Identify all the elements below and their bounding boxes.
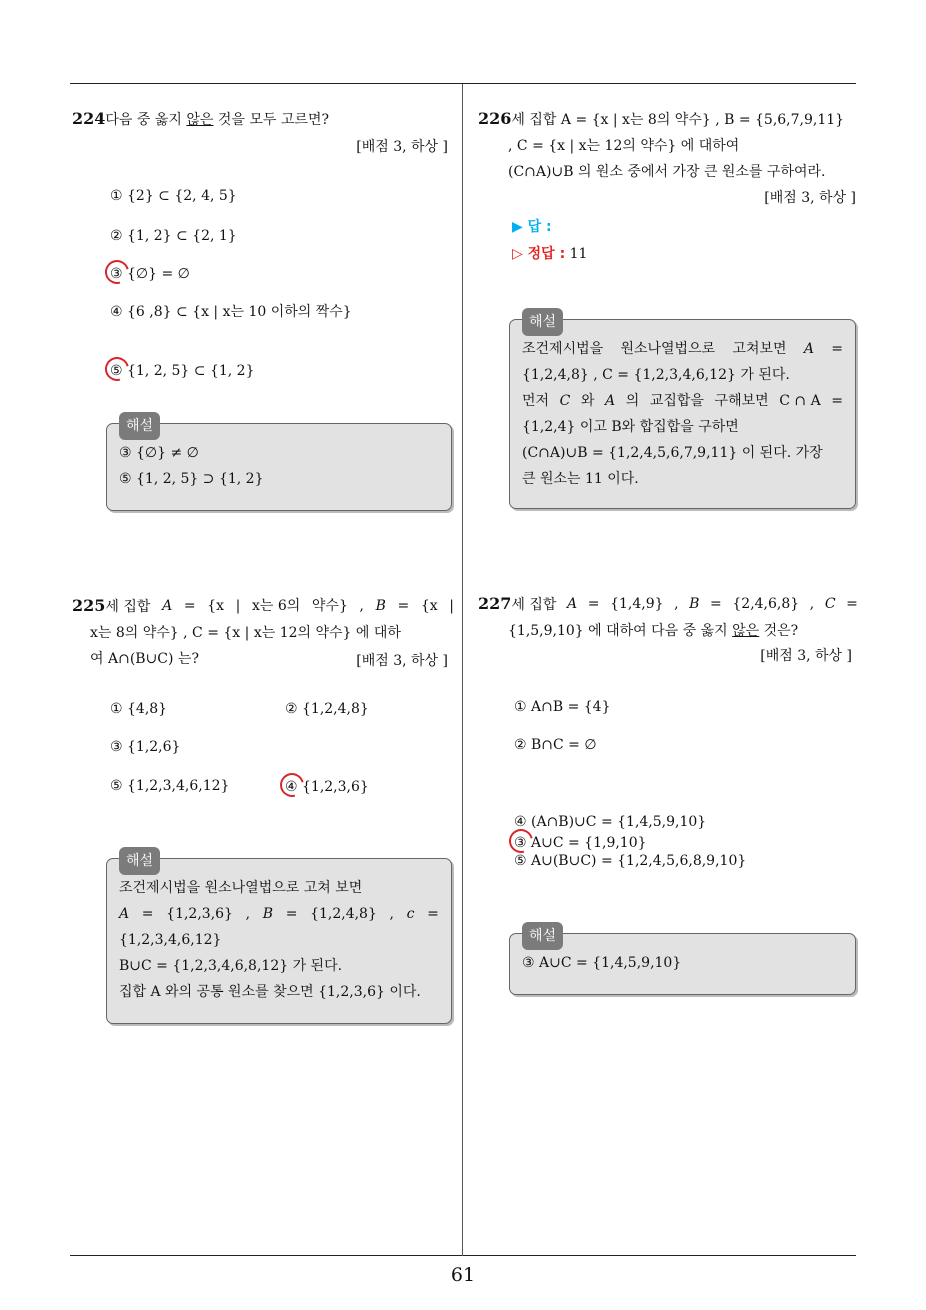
- explanation-tag: 해설: [522, 308, 563, 336]
- option-5: ⑤ {1,2,3,4,6,12}: [110, 778, 230, 794]
- question-number: 227: [478, 594, 512, 613]
- column-divider: [462, 84, 463, 1256]
- option-3: ③ {∅} = ∅: [110, 264, 926, 284]
- question-number: 224: [72, 109, 106, 128]
- option-2: ② B∩C = ∅: [514, 737, 597, 753]
- answer-mark-circle: [276, 769, 309, 802]
- option-4: ④ {1,2,3,6}: [285, 777, 926, 797]
- option-3: ③ {1,2,6}: [110, 739, 181, 755]
- explanation-box: 해설 ③ {∅} ≠ ∅ ⑤ {1, 2, 5} ⊃ {1, 2}: [106, 423, 452, 511]
- option-3: ③ A∪C = {1,9,10}: [514, 833, 926, 853]
- explanation-box: 해설 조건제시법을 원소나열법으로 고쳐보면 A = {1,2,4,8} , C = {1,2,3,4,6,12} 가 된다. 먼저 C 와 A 의 교집합을 구해보면 C ∩ A = {1,2,4} 이고 B와 합집합을 구하면 (C∩A)∪B = {1,2,4,5,6,7,9,11} 이 된다. 가장 큰 원소는 11 이다.: [509, 319, 856, 509]
- question-number: 225: [72, 596, 106, 615]
- score-label: [배점 3, 하상 ]: [760, 648, 852, 664]
- option-1: ① A∩B = {4}: [514, 699, 611, 715]
- explanation-tag: 해설: [119, 847, 160, 875]
- explanation-tag: 해설: [522, 922, 563, 950]
- score-label: [배점 3, 하상 ]: [764, 190, 856, 206]
- option-2: ② {1, 2} ⊂ {2, 1}: [110, 228, 237, 244]
- option-1: ① {4,8}: [110, 701, 168, 717]
- answer-mark-circle: [101, 353, 134, 386]
- option-2: ② {1,2,4,8}: [285, 701, 369, 717]
- correct-answer: ▷ 정답 : 11: [512, 246, 588, 262]
- question-225: 225세 집합 A = {x | x는 6의 약수} , B = {x | x는 8의 약수} , C = {x | x는 12의 약수} 에 대하 여 A∩(B∪C) 는?: [72, 596, 454, 667]
- option-4: ④ {6 ,8} ⊂ {x | x는 10 이하의 짝수}: [110, 304, 352, 320]
- option-4: ④ (A∩B)∪C = {1,4,5,9,10}: [514, 814, 707, 830]
- explanation-tag: 해설: [119, 412, 160, 440]
- question-227: 227세 집합 A = {1,4,9} , B = {2,4,6,8} , C = {1,5,9,10} 에 대하여 다음 중 옳지 않은 것은?: [478, 594, 858, 639]
- page-number: 61: [450, 1264, 476, 1286]
- score-label: [배점 3, 하상 ]: [356, 653, 448, 669]
- explanation-box: 해설 ③ A∪C = {1,4,5,9,10}: [509, 933, 856, 995]
- top-rule: [70, 83, 856, 84]
- explanation-box: 해설 조건제시법을 원소나열법으로 고쳐 보면 A = {1,2,3,6} , B = {1,2,4,8} , c = {1,2,3,4,6,12} B∪C = {1,2,3,4,6,8,12} 가 된다. 집합 A 와의 공통 원소를 찾으면 {1,2,3,6} 이다.: [106, 858, 452, 1024]
- score-label: [배점 3, 하상 ]: [356, 139, 448, 155]
- option-5: ⑤ {1, 2, 5} ⊂ {1, 2}: [110, 361, 926, 381]
- question-226: 226세 집합 A = {x | x는 8의 약수} , B = {5,6,7,9,11} , C = {x | x는 12의 약수} 에 대하여 (C∩A)∪B 의 원소 중에서 가장 큰 원소를 구하여라.: [478, 109, 845, 180]
- question-number: 226: [478, 109, 512, 128]
- question-224: 224다음 중 옳지 않은 것을 모두 고르면?: [72, 109, 329, 128]
- bottom-rule: [70, 1255, 856, 1256]
- answer-mark-circle: [101, 256, 134, 289]
- answer-field: ▶ 답 :: [512, 219, 552, 235]
- option-1: ① {2} ⊂ {2, 4, 5}: [110, 188, 237, 204]
- option-5: ⑤ A∪(B∪C) = {1,2,4,5,6,8,9,10}: [514, 853, 747, 869]
